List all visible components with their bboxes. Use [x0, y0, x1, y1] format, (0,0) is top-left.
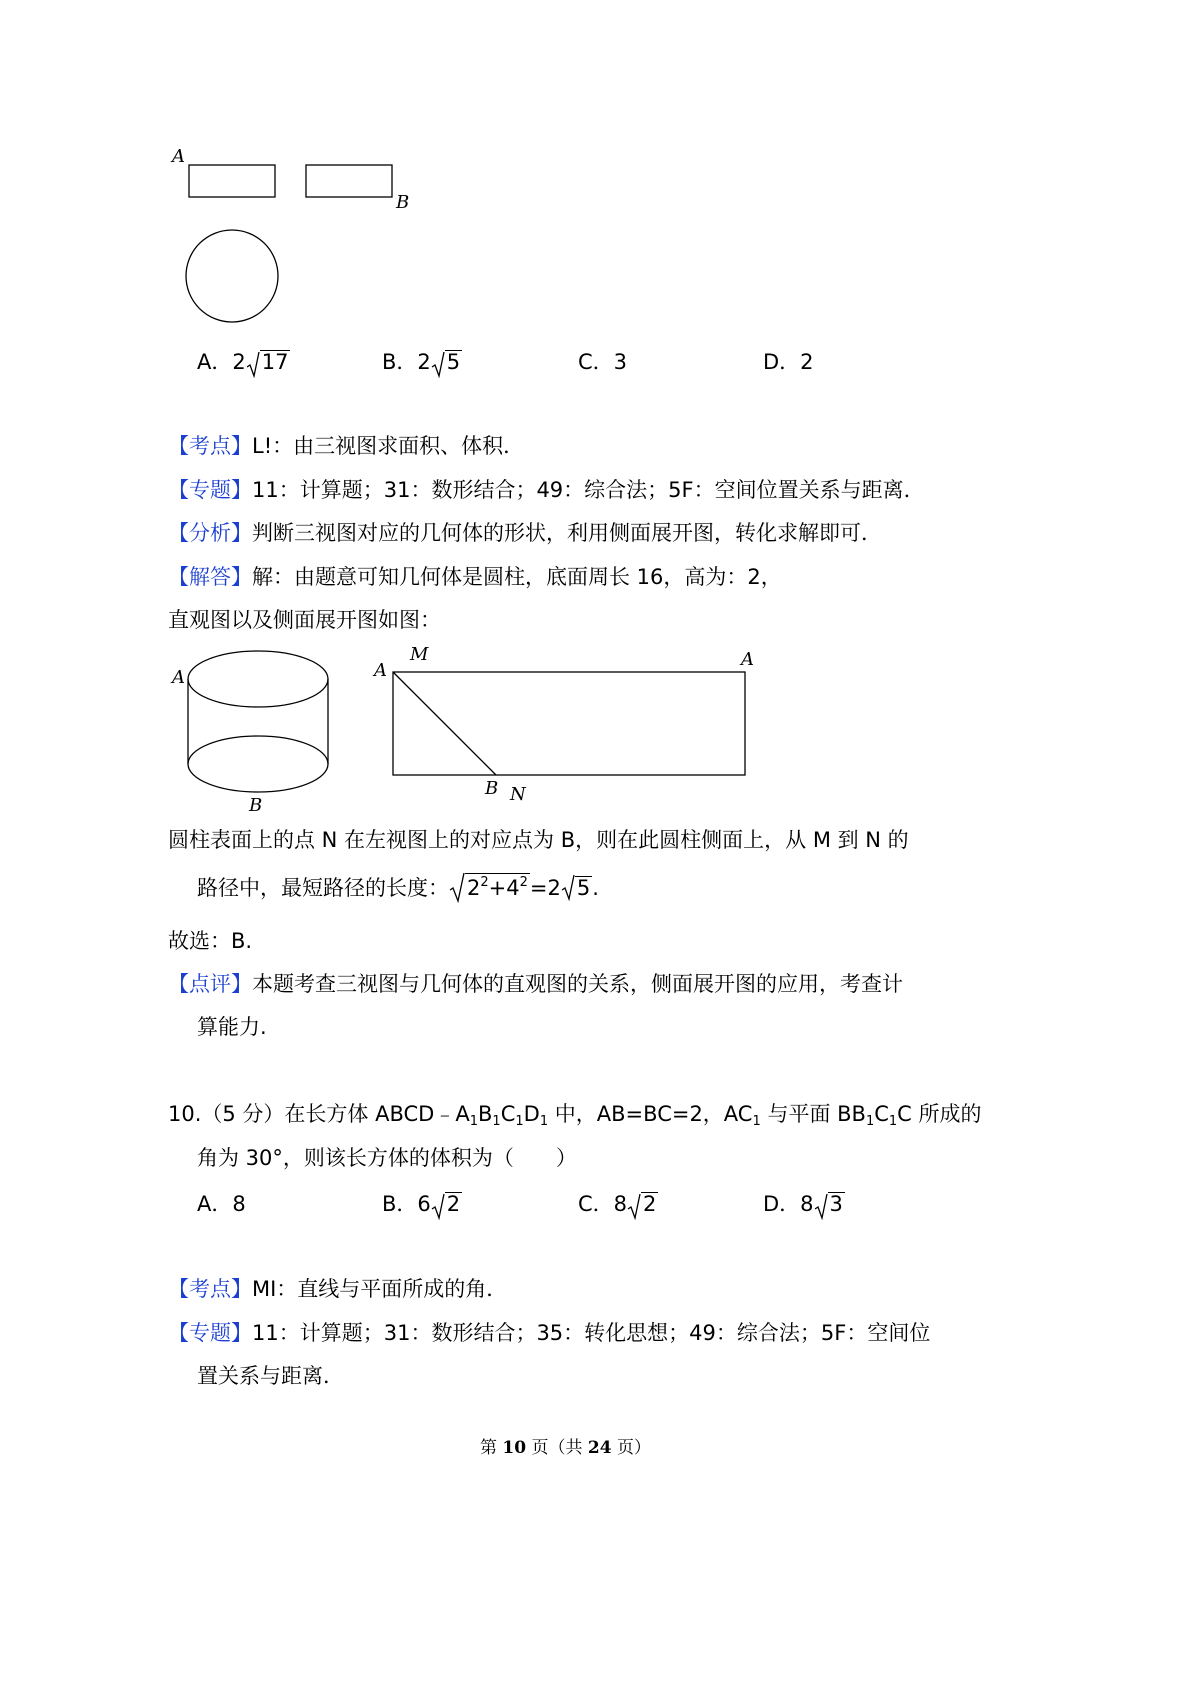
cyl-label-b: B [249, 795, 263, 816]
q10-option-a: A．8 [197, 1192, 246, 1216]
shortest-path-line [393, 672, 496, 775]
zhuanti-line [168, 475, 925, 505]
q10-zhuanti-line [168, 1318, 930, 1348]
rect-label-a-right: A [741, 649, 754, 670]
shortest-path-line-text: 路径中，最短路径的长度： $2^2+4^2=2$ 5. [197, 875, 599, 900]
rect-label-n: N [510, 784, 526, 805]
q10-kaodian-text: MI：直线与平面所成的角． [252, 1277, 508, 1301]
cylinder-top-ellipse [188, 651, 328, 707]
point-n-line: 圆柱表面上的点 N 在左视图上的对应点为 B，则在此圆柱侧面上，从 M 到 N 的 [168, 828, 909, 852]
q10-stem-line1: 10.（5 分）在长方体 $ABCD﹣A_1B_1C_1D_1$ 中，AB=BC=2，$AC_1$ 与平面 $BB_1C_1C$ 所成的 [168, 1102, 982, 1129]
dianping-cont: 算能力. [197, 1015, 267, 1039]
option-d: D．2 [763, 350, 814, 374]
rect-label-b: B [485, 778, 499, 799]
page-number: 10 [502, 1438, 527, 1458]
rect-label-m: M [410, 644, 429, 665]
three-view-drawing [170, 140, 420, 340]
kaodian-text: L!：由三视图求面积、体积． [252, 434, 525, 458]
cylinder-and-unfolding-drawing [170, 640, 790, 825]
fenxi-text: 判断三视图对应的几何体的形状，利用侧面展开图，转化求解即可． [252, 521, 882, 545]
fenxi-tag: 【分析】 [168, 521, 252, 545]
cylinder-bottom-ellipse [188, 736, 328, 792]
rect-label-a-left: A [374, 660, 387, 681]
dianping-text: 本题考查三视图与几何体的直观图的关系，侧面展开图的应用，考查计 [252, 972, 903, 996]
kaodian-tag: 【考点】 [168, 434, 252, 458]
jieda-text: 解：由题意可知几何体是圆柱，底面周长 16，高为：2， [252, 565, 782, 589]
unfolding-rect [393, 672, 745, 775]
dianping-tag: 【点评】 [168, 972, 252, 996]
dianping-line [168, 969, 903, 999]
side-view-rect [306, 165, 392, 197]
cyl-label-a: A [172, 667, 185, 688]
jieda-line [168, 562, 782, 592]
label-a: A [172, 146, 185, 167]
answer-line: 故选：B. [168, 929, 253, 953]
jieda-tag: 【解答】 [168, 565, 252, 589]
q10-option-b: B．6 2 [382, 1192, 461, 1216]
option-c: C．3 [578, 350, 628, 374]
zhuanti-tag: 【专题】 [168, 478, 252, 502]
front-view-rect [189, 165, 275, 197]
figure-caption-line: 直观图以及侧面展开图如图： [168, 608, 441, 632]
option-b: B．2 5 [382, 350, 461, 374]
page-total: 24 [587, 1438, 612, 1458]
q10-option-c: C．8 2 [578, 1192, 657, 1216]
q10-option-d: D．8 3 [763, 1192, 843, 1216]
fenxi-line [168, 518, 882, 548]
q10-stem-line2: 角为 30°，则该长方体的体积为（ ） [197, 1146, 577, 1170]
q10-zhuanti-cont: 置关系与距离． [197, 1364, 344, 1388]
label-b: B [396, 192, 410, 213]
page-footer: 第 10 页（共 24 页） [480, 1438, 651, 1458]
q10-kaodian-line [168, 1274, 507, 1304]
q10-zhuanti-tag: 【专题】 [168, 1321, 252, 1345]
top-view-circle [186, 230, 278, 322]
q10-kaodian-tag: 【考点】 [168, 1277, 252, 1301]
q10-zhuanti-text: 11：计算题；31：数形结合；35：转化思想；49：综合法；5F：空间位 [252, 1321, 931, 1345]
option-a: A．2 17 [197, 350, 289, 374]
zhuanti-text: 11：计算题；31：数形结合；49：综合法；5F：空间位置关系与距离． [252, 478, 925, 502]
kaodian-line [168, 431, 524, 461]
